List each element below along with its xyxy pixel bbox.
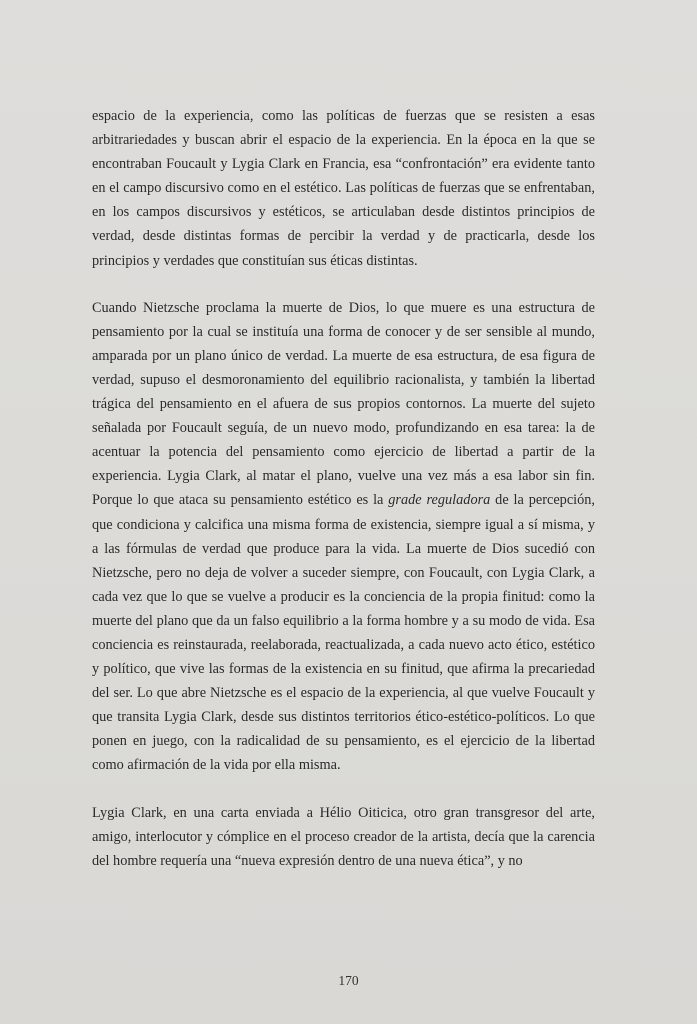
paragraph-1 <box>92 104 595 273</box>
paragraph-3-text: Lygia Clark, en una carta enviada a Hélio Oiticica, otro gran transgresor del arte, amigo, interlocutor y cómplice en el proceso creador de la artista, decía que la carencia del hombre requería una “nueva expresión dentro de una nueva ética”, y no <box>92 804 595 869</box>
paragraph-2-text-start: Cuando Nietzsche proclama la muerte de Dios, lo que muere es una estructura de pensamiento por la cual se instituía una forma de conocer y de ser sensible al mundo, amparada por un plano único de verdad. La muerte de esa estructura, de esa figura de verdad, supuso el desmoronamiento del equilibrio racionalista, y también la libertad trágica del pensamiento en el afuera de sus propios contornos. La muerte del sujeto señalada por Foucault seguía, de un nuevo modo, profundizando en esa tarea: la de acentuar la potencia del pensamiento como ejercicio de libertad a partir de la experiencia. Lygia Clark, al matar el plano, vuelve una vez más a esa labor sin fin. Porque lo que ataca su pensamiento estético es la <box>92 299 595 509</box>
paragraph-1-text: espacio de la experiencia, como las políticas de fuerzas que se resisten a esas arbitrariedades y buscan abrir el espacio de la experiencia. En la época en la que se encontraban Foucault y Lygia Clark en Francia, esa “confrontación” era evidente tanto en el campo discursivo como en el estético. Las políticas de fuerzas que se enfrentaban, en los campos discursivos y estéticos, se articulaban desde distintos principios de verdad, desde distintas formas de percibir la verdad y de practicarla, desde los principios y verdades que constituían sus éticas distintas. <box>92 108 595 269</box>
paragraph-2-text-end: de la percepción, que condiciona y calcifica una misma forma de existencia, siempre igual a sí misma, y a las fórmulas de verdad que produce para la vida. La muerte de Dios sucedió con Nietzsche, pero no deja de volver a suceder siempre, con Foucault, con Lygia Clark, a cada vez que lo que se vuelve a producir es la conciencia de la propia finitud: como la muerte del plano que da un falso equilibrio a la forma hombre y a su modo de vida. Esa conciencia es reinstaurada, reelaborada, reactualizada, a cada nuevo acto ético, estético y político, que vive las formas de la existencia en su finitud, que afirma la precariedad del ser. Lo que abre Nietzsche es el espacio de la experiencia, al que vuelve Foucault y que transita Lygia Clark, desde sus distintos territorios ético-estético-políticos. Lo que ponen en juego, con la radicalidad de su pensamiento, es el ejercicio de la libertad como afirmación de la vida por ella misma. <box>92 492 596 774</box>
paragraph-2 <box>92 296 595 778</box>
page-number: 170 <box>338 973 359 988</box>
body-text <box>92 104 595 873</box>
paragraph-3 <box>92 801 595 873</box>
italic-term: grade reguladora <box>388 492 491 509</box>
